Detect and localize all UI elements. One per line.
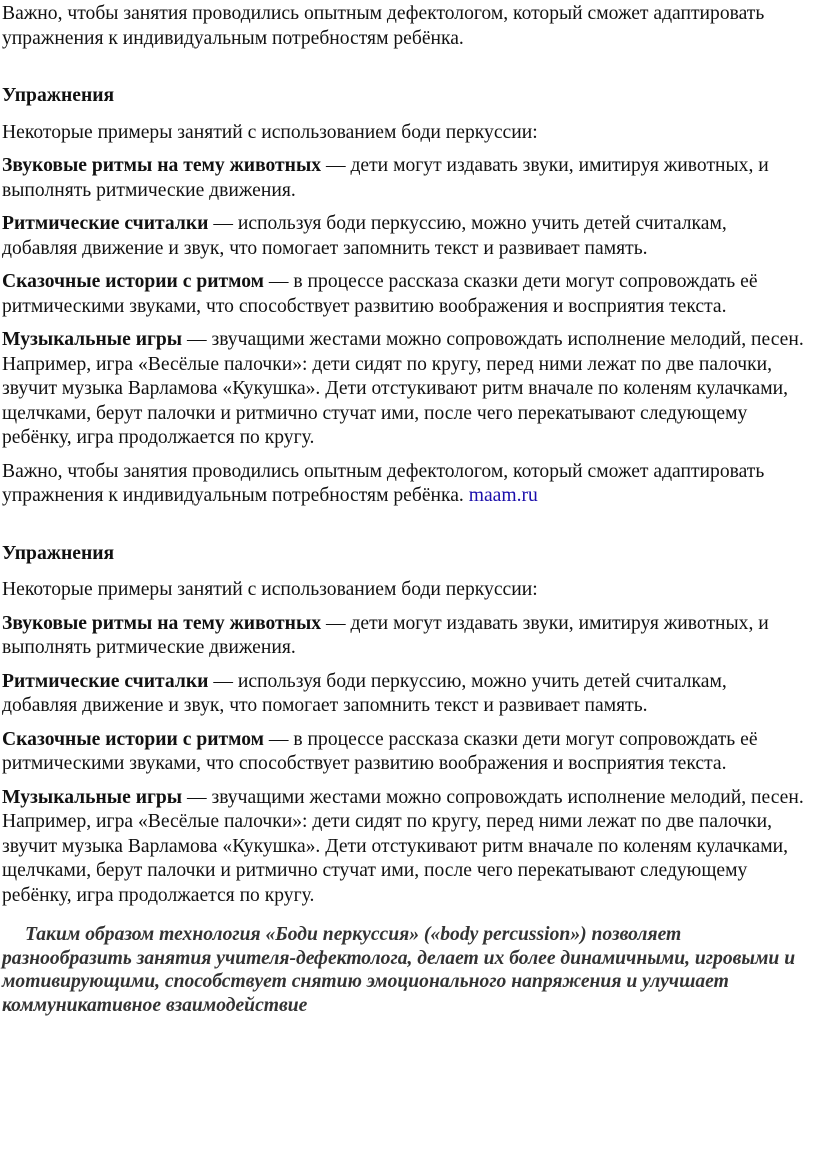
intro-paragraph: Важно, чтобы занятия проводились опытным дефектологом, который сможет адаптировать упражнения к индивидуальным потребностям ребёнка. [2,3,765,49]
exercise-term: Ритмические считалки [2,213,209,234]
note-paragraph [2,460,806,509]
exercise-description: — используя боди перкуссию, можно учить детей считалкам, добавляя движение и звук, что помогает запомнить текст и развивает память. [2,213,727,259]
exercise-term: Звуковые ритмы на тему животных [2,612,322,634]
exercise-description: — дети могут издавать звуки, имитируя животных, и выполнять ритмические движения. [2,155,769,201]
lead-paragraph: Некоторые примеры занятий с использованием боди перкуссии: [2,579,538,600]
exercise-item [2,212,806,261]
lead-paragraph: Некоторые примеры занятий с использованием боди перкуссии: [2,121,538,143]
exercise-description: — звучащими жестами можно сопровождать исполнение мелодий, песен. Например, игра «Весёлые палочки»: дети сидят по кругу, перед ними лежат по две палочки, звучит музыка Варламова «Кукушка». Дети отстукивают ритм вначале по коленям кулачками, щелчками, берут палочки и ритмично стучат ими, после чего перекатывают следующему ребёнку, игра продолжается по кругу. [2,329,804,448]
exercise-description: — в процессе рассказа сказки дети могут сопровождать её ритмическими звуками, что способствует развитию воображения и восприятия текста. [2,728,758,774]
section-heading: Упражнения [2,542,115,564]
conclusion-paragraph: Таким образом технология «Боди перкуссия» («body percussion») позволяет разнообразить занятия учителя-дефектолога, делает их более динамичными, игровыми и мотивирующими, способствует снятию эмоционального напряжения и улучшает коммуникативное взаимодействие [2,924,796,1016]
source-link[interactable]: maam.ru [468,485,538,506]
document-page [0,2,816,1017]
exercise-term: Музыкальные игры [2,329,183,350]
exercise-description: — звучащими жестами можно сопровождать исполнение мелодий, песен. Например, игра «Весёлые палочки»: дети сидят по кругу, перед ними лежат по две палочки, звучит музыка Варламова «Кукушка». Дети отстукивают ритм вначале по коленям кулачками, щелчками, берут палочки и ритмично стучат ими, после чего перекатывают следующему ребёнку, игра продолжается по кругу. [2,786,804,906]
exercise-term: Звуковые ритмы на тему животных [2,155,322,176]
exercise-item [2,328,806,451]
exercise-description: — дети могут издавать звуки, имитируя животных, и выполнять ритмические движения. [2,612,769,658]
section-heading: Упражнения [2,85,115,106]
exercise-description: — в процессе рассказа сказки дети могут сопровождать её ритмическими звуками, что способствует развитию воображения и восприятия текста. [2,271,758,317]
exercise-term: Музыкальные игры [2,786,183,808]
exercise-item [2,728,806,777]
exercise-term: Сказочные истории с ритмом [2,728,265,750]
exercise-item [2,670,806,719]
note-text: Важно, чтобы занятия проводились опытным дефектологом, который сможет адаптировать упражнения к индивидуальным потребностям ребёнка. [2,460,765,506]
exercise-item [2,786,806,909]
exercise-item [2,270,806,319]
exercise-item [2,612,806,661]
exercise-item [2,154,806,203]
exercise-term: Ритмические считалки [2,670,209,692]
exercise-description: — используя боди перкуссию, можно учить детей считалкам, добавляя движение и звук, что помогает запомнить текст и развивает память. [2,670,727,716]
exercise-term: Сказочные истории с ритмом [2,271,265,292]
